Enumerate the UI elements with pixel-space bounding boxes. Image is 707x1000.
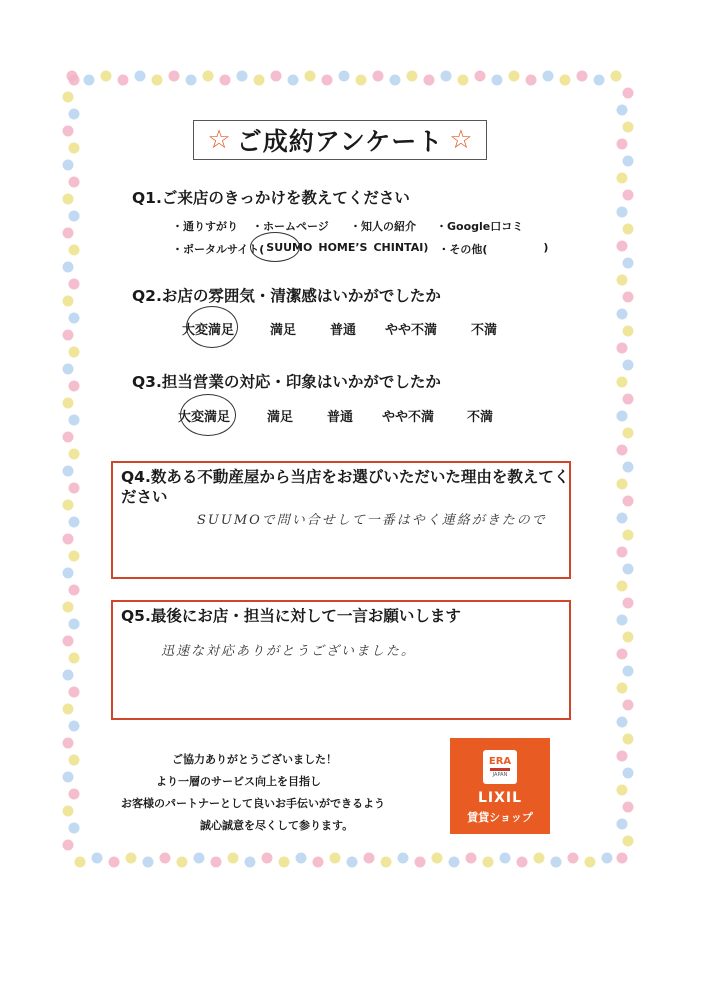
border-dot xyxy=(63,534,74,545)
border-dot xyxy=(220,75,231,86)
border-dot xyxy=(143,857,154,868)
border-dot xyxy=(63,772,74,783)
border-dot xyxy=(69,279,80,290)
border-dot xyxy=(288,75,299,86)
q1-portal-chintai: CHINTAI xyxy=(373,241,424,254)
border-dot xyxy=(623,292,634,303)
border-dot xyxy=(623,598,634,609)
thanks-line-2: より一層のサービス向上を目指し xyxy=(156,775,321,788)
border-dot xyxy=(203,71,214,82)
q1-option-other: ・その他( xyxy=(438,243,488,256)
q3-hand-circle xyxy=(180,394,236,436)
border-dot xyxy=(623,700,634,711)
q2-option-somewhat-dissatisfied: やや不満 xyxy=(385,323,438,338)
border-dot xyxy=(63,262,74,273)
thanks-line-1: ご協力ありがとうございました！ xyxy=(172,753,337,766)
border-dot xyxy=(69,211,80,222)
q5-heading: Q5.最後にお店・担当に対して一言お願いします xyxy=(121,607,461,625)
border-dot xyxy=(623,666,634,677)
border-dot xyxy=(617,241,628,252)
border-dot xyxy=(69,313,80,324)
border-dot xyxy=(63,466,74,477)
border-dot xyxy=(617,785,628,796)
border-dot xyxy=(617,479,628,490)
border-dot xyxy=(623,734,634,745)
era-lixil-logo xyxy=(450,738,550,834)
border-dot xyxy=(623,564,634,575)
border-dot xyxy=(543,71,554,82)
border-dot xyxy=(69,75,80,86)
border-dot xyxy=(585,857,596,868)
q4-handwritten-answer: SUUMOで問い合せして一番はやく連絡がきたので xyxy=(197,513,547,528)
border-dot xyxy=(63,398,74,409)
border-dot xyxy=(69,245,80,256)
border-dot xyxy=(63,228,74,239)
border-dot xyxy=(69,687,80,698)
border-dot xyxy=(623,836,634,847)
border-dot xyxy=(254,75,265,86)
border-dot xyxy=(63,602,74,613)
border-dot xyxy=(623,190,634,201)
border-dot xyxy=(126,853,137,864)
border-dot xyxy=(458,75,469,86)
border-dot xyxy=(69,517,80,528)
logo-brand: LIXIL xyxy=(477,790,523,806)
border-dot xyxy=(617,377,628,388)
border-dot xyxy=(466,853,477,864)
border-dot xyxy=(63,92,74,103)
border-dot xyxy=(69,755,80,766)
logo-shop-name: 賃貸ショップ xyxy=(467,811,533,824)
border-dot xyxy=(92,853,103,864)
border-dot xyxy=(390,75,401,86)
border-dot xyxy=(69,483,80,494)
q4-answer-box xyxy=(111,461,571,579)
border-dot xyxy=(69,381,80,392)
border-dot xyxy=(398,853,409,864)
border-dot xyxy=(69,347,80,358)
border-dot xyxy=(617,717,628,728)
border-dot xyxy=(623,802,634,813)
q2-option-neutral: 普通 xyxy=(330,323,357,338)
q4-heading: Q4.数ある不動産屋から当店をお選びいただいた理由を教えてください xyxy=(121,468,570,506)
border-dot xyxy=(63,500,74,511)
border-dot xyxy=(186,75,197,86)
border-dot xyxy=(305,71,316,82)
border-dot xyxy=(313,857,324,868)
border-dot xyxy=(237,71,248,82)
q5-handwritten-answer: 迅速な対応ありがとうございました。 xyxy=(161,644,417,659)
border-dot xyxy=(623,428,634,439)
border-dot xyxy=(75,857,86,868)
q2-hand-circle xyxy=(186,306,238,348)
border-dot xyxy=(69,619,80,630)
border-dot xyxy=(373,71,384,82)
border-dot xyxy=(623,768,634,779)
border-dot xyxy=(262,853,273,864)
border-dot xyxy=(617,513,628,524)
border-dot xyxy=(109,857,120,868)
border-dot xyxy=(594,75,605,86)
star-icon-left: ☆ xyxy=(207,125,231,155)
border-dot xyxy=(63,806,74,817)
border-dot xyxy=(279,857,290,868)
q2-option-satisfied: 満足 xyxy=(270,323,297,338)
border-dot xyxy=(534,853,545,864)
border-dot xyxy=(623,360,634,371)
border-dot xyxy=(101,71,112,82)
border-dot xyxy=(69,789,80,800)
border-dot xyxy=(296,853,307,864)
q1-option-portal: ・ポータルサイト( xyxy=(172,243,265,256)
border-dot xyxy=(483,857,494,868)
border-dot xyxy=(441,71,452,82)
border-dot xyxy=(623,156,634,167)
border-dot xyxy=(509,71,520,82)
border-dot xyxy=(577,71,588,82)
border-dot xyxy=(63,840,74,851)
border-dot xyxy=(152,75,163,86)
border-dot xyxy=(617,173,628,184)
border-dot xyxy=(475,71,486,82)
era-badge-subtext: JAPAN xyxy=(492,772,508,778)
border-dot xyxy=(69,551,80,562)
border-dot xyxy=(449,857,460,868)
border-dot xyxy=(611,71,622,82)
border-dot xyxy=(424,75,435,86)
border-dot xyxy=(271,71,282,82)
border-dot xyxy=(245,857,256,868)
border-dot xyxy=(623,88,634,99)
q3-option-satisfied: 満足 xyxy=(267,410,294,425)
border-dot xyxy=(623,530,634,541)
border-dot xyxy=(63,636,74,647)
border-dot xyxy=(69,177,80,188)
border-dot xyxy=(356,75,367,86)
border-dot xyxy=(63,738,74,749)
border-dot xyxy=(623,122,634,133)
border-dot xyxy=(623,394,634,405)
q1-heading: Q1.ご来店のきっかけを教えてください xyxy=(132,189,410,207)
border-dot xyxy=(211,857,222,868)
border-dot xyxy=(617,207,628,218)
border-dot xyxy=(560,75,571,86)
q3-option-very-satisfied: 大変満足 xyxy=(178,410,231,425)
border-dot xyxy=(69,143,80,154)
era-badge-icon xyxy=(483,750,517,784)
border-dot xyxy=(623,632,634,643)
star-icon-right: ☆ xyxy=(449,125,473,155)
border-dot xyxy=(617,547,628,558)
q1-options-row2 xyxy=(172,241,548,257)
q1-option-passing: ・通りすがり xyxy=(172,220,238,233)
q1-option-homepage: ・ホームページ xyxy=(252,220,329,233)
border-dot xyxy=(322,75,333,86)
border-dot xyxy=(330,853,341,864)
q3-option-neutral: 普通 xyxy=(327,410,354,425)
border-dot xyxy=(160,853,171,864)
border-dot xyxy=(69,585,80,596)
q2-heading: Q2.お店の雰囲気・清潔感はいかがでしたか xyxy=(132,287,441,305)
border-dot xyxy=(63,432,74,443)
border-dot xyxy=(415,857,426,868)
border-dot xyxy=(623,224,634,235)
q1-portal-close: ) xyxy=(423,241,429,254)
q1-portal-homes: HOME’S xyxy=(318,241,368,254)
border-dot xyxy=(69,449,80,460)
border-dot xyxy=(169,71,180,82)
border-dot xyxy=(617,819,628,830)
q1-other-close: ) xyxy=(543,241,549,254)
border-dot xyxy=(517,857,528,868)
border-dot xyxy=(602,853,613,864)
border-dot xyxy=(617,309,628,320)
thanks-line-4: 誠心誠意を尽くして参ります。 xyxy=(200,819,354,832)
border-dot xyxy=(617,853,628,864)
border-dot xyxy=(432,853,443,864)
border-dot xyxy=(526,75,537,86)
border-dot xyxy=(617,683,628,694)
border-dot xyxy=(381,857,392,868)
q1-option-google-review: ・Google口コミ xyxy=(436,220,524,233)
q1-option-referral: ・知人の紹介 xyxy=(350,220,416,233)
q5-answer-box xyxy=(111,600,571,720)
border-dot xyxy=(623,258,634,269)
border-dot xyxy=(118,75,129,86)
border-dot xyxy=(617,275,628,286)
border-dot xyxy=(228,853,239,864)
border-dot xyxy=(617,751,628,762)
border-dot xyxy=(364,853,375,864)
border-dot xyxy=(568,853,579,864)
border-dot xyxy=(347,857,358,868)
border-dot xyxy=(617,139,628,150)
border-dot xyxy=(63,330,74,341)
border-dot xyxy=(63,126,74,137)
thanks-line-3: お客様のパートナーとして良いお手伝いができるよう xyxy=(121,797,385,810)
border-dot xyxy=(623,326,634,337)
border-dot xyxy=(69,415,80,426)
border-dot xyxy=(617,615,628,626)
border-dot xyxy=(69,721,80,732)
border-dot xyxy=(84,75,95,86)
border-dot xyxy=(63,364,74,375)
border-dot xyxy=(135,71,146,82)
border-dot xyxy=(63,194,74,205)
border-dot xyxy=(63,670,74,681)
border-dot xyxy=(407,71,418,82)
border-dot xyxy=(623,496,634,507)
border-dot xyxy=(617,445,628,456)
border-dot xyxy=(63,160,74,171)
border-dot xyxy=(194,853,205,864)
border-dot xyxy=(69,109,80,120)
border-dot xyxy=(623,462,634,473)
border-dot xyxy=(63,568,74,579)
q2-option-dissatisfied: 不満 xyxy=(471,323,498,338)
q2-option-very-satisfied: 大変満足 xyxy=(182,323,235,338)
border-dot xyxy=(339,71,350,82)
q1-options-row1 xyxy=(172,218,523,234)
title-text: ご成約アンケート xyxy=(236,127,444,156)
border-dot xyxy=(63,296,74,307)
border-dot xyxy=(177,857,188,868)
border-dot xyxy=(500,853,511,864)
border-dot xyxy=(617,343,628,354)
q3-option-somewhat-dissatisfied: やや不満 xyxy=(382,410,435,425)
q1-hand-circle xyxy=(250,232,300,262)
border-dot xyxy=(551,857,562,868)
border-dot xyxy=(617,649,628,660)
border-dot xyxy=(617,581,628,592)
survey-title xyxy=(193,120,487,160)
era-badge-text: ERA xyxy=(488,756,512,767)
border-dot xyxy=(617,411,628,422)
q1-portal-suumo: SUUMO xyxy=(266,241,313,254)
border-dot xyxy=(69,823,80,834)
border-dot xyxy=(617,105,628,116)
border-dot xyxy=(492,75,503,86)
border-dot xyxy=(63,704,74,715)
q3-option-dissatisfied: 不満 xyxy=(467,410,494,425)
border-dot xyxy=(69,653,80,664)
q3-heading: Q3.担当営業の対応・印象はいかがでしたか xyxy=(132,373,441,391)
